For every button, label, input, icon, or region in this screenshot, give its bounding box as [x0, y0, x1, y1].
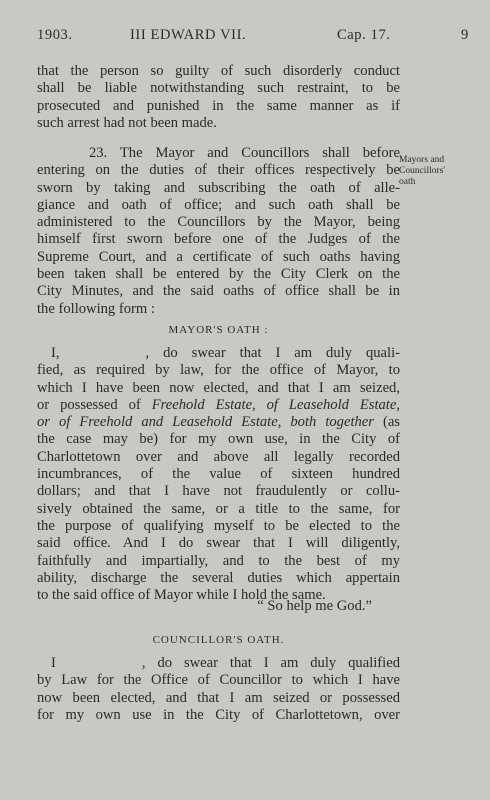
header-chapter: Cap. 17. — [337, 27, 391, 43]
text-line: fied, as required by law, for the office of Mayor, to — [37, 362, 400, 379]
text-line: shall be liable notwithstanding such restraint, to be — [37, 80, 400, 97]
text-line: prosecuted and punished in the same manner as if — [37, 97, 400, 114]
text-line: faithfully and impartially, and to the best of my — [37, 552, 400, 569]
text-line: which I have been now elected, and that I am seized, — [37, 379, 400, 396]
text-line — [37, 655, 400, 672]
text-line: himself first sworn before one of the Judges of the — [37, 231, 400, 248]
text-line: ability, discharge the several duties which appertain — [37, 569, 400, 586]
text-line: for my own use in the City of Charlottetown, over — [37, 706, 400, 723]
text-line: giance and oath of office; and such oath shall be — [37, 196, 400, 213]
marginal-note-line: oath — [399, 177, 416, 187]
text-line: City Minutes, and the said oaths of office shall be in — [37, 283, 400, 300]
text-line: been taken shall be entered by the City Clerk on the — [37, 266, 400, 283]
text-line: the case may be) for my own use, in the City of — [37, 431, 400, 448]
text-line — [37, 345, 400, 362]
text-line: sively obtained the same, or a title to the same, for — [37, 500, 400, 517]
section-23 — [37, 145, 400, 318]
marginal-note-line: Councillors' — [399, 166, 446, 176]
italic-text: Freehold Estate, of Leasehold Estate, — [151, 396, 400, 413]
text-line: incumbrances, of the value of sixteen hundred — [37, 466, 400, 483]
text-line: the purpose of qualifying myself to be elected to the — [37, 517, 400, 534]
text-line: to the said office of Mayor while I hold the same. — [37, 587, 326, 604]
text-line: 23. The Mayor and Councillors shall before — [89, 145, 400, 161]
councillors-oath-heading: COUNCILLOR'S OATH. — [152, 634, 285, 646]
text-line: now been elected, and that I am seized or possessed — [37, 689, 400, 706]
text-line: administered to the Councillors by the Mayor, being — [37, 214, 400, 231]
text-line: dollars; and that I have not fraudulently or collu- — [37, 483, 400, 500]
continued-paragraph — [37, 63, 400, 132]
mayors-oath-closing — [37, 598, 400, 615]
oath-pronoun: I, — [51, 345, 60, 361]
text-line: by Law for the Office of Councillor to which I have — [37, 672, 400, 689]
councillors-oath-text — [37, 655, 400, 724]
running-header — [37, 27, 474, 47]
mayors-oath-heading: MAYOR'S OATH : — [168, 324, 269, 336]
text-line: Charlottetown over and above all legally recorded — [37, 448, 400, 465]
header-reign: III EDWARD VII. — [130, 27, 247, 43]
text-line: Supreme Court, and a certificate of such oaths having — [37, 248, 400, 265]
oath-pronoun: I — [51, 655, 56, 671]
text-line — [37, 397, 400, 414]
mayors-oath-text — [37, 345, 400, 604]
header-year: 1903. — [37, 27, 73, 43]
text-segment: (as — [373, 414, 400, 431]
text-line: that the person so guilty of such disorderly conduct — [37, 63, 400, 79]
text-line: such arrest had not been made. — [37, 114, 217, 131]
text-segment: , do swear that I am duly quali- — [145, 345, 400, 361]
text-line: entering on the duties of their offices respectively be — [37, 162, 400, 179]
text-line: sworn by taking and subscribing the oath of alle- — [37, 179, 400, 196]
italic-text: or of Freehold and Leasehold Estate, both together — [37, 414, 374, 431]
text-line — [37, 414, 400, 431]
page-number: 9 — [461, 27, 469, 43]
marginal-note-line: Mayors and — [399, 155, 445, 165]
text-segment: , do swear that I am duly qualified — [141, 655, 400, 671]
closing-line: “ So help me God.” — [257, 598, 372, 614]
marginal-note — [399, 155, 469, 188]
text-segment: or possessed of — [37, 396, 152, 413]
text-line: the following form : — [37, 300, 155, 317]
text-line: said office. And I do swear that I will diligently, — [37, 535, 400, 552]
